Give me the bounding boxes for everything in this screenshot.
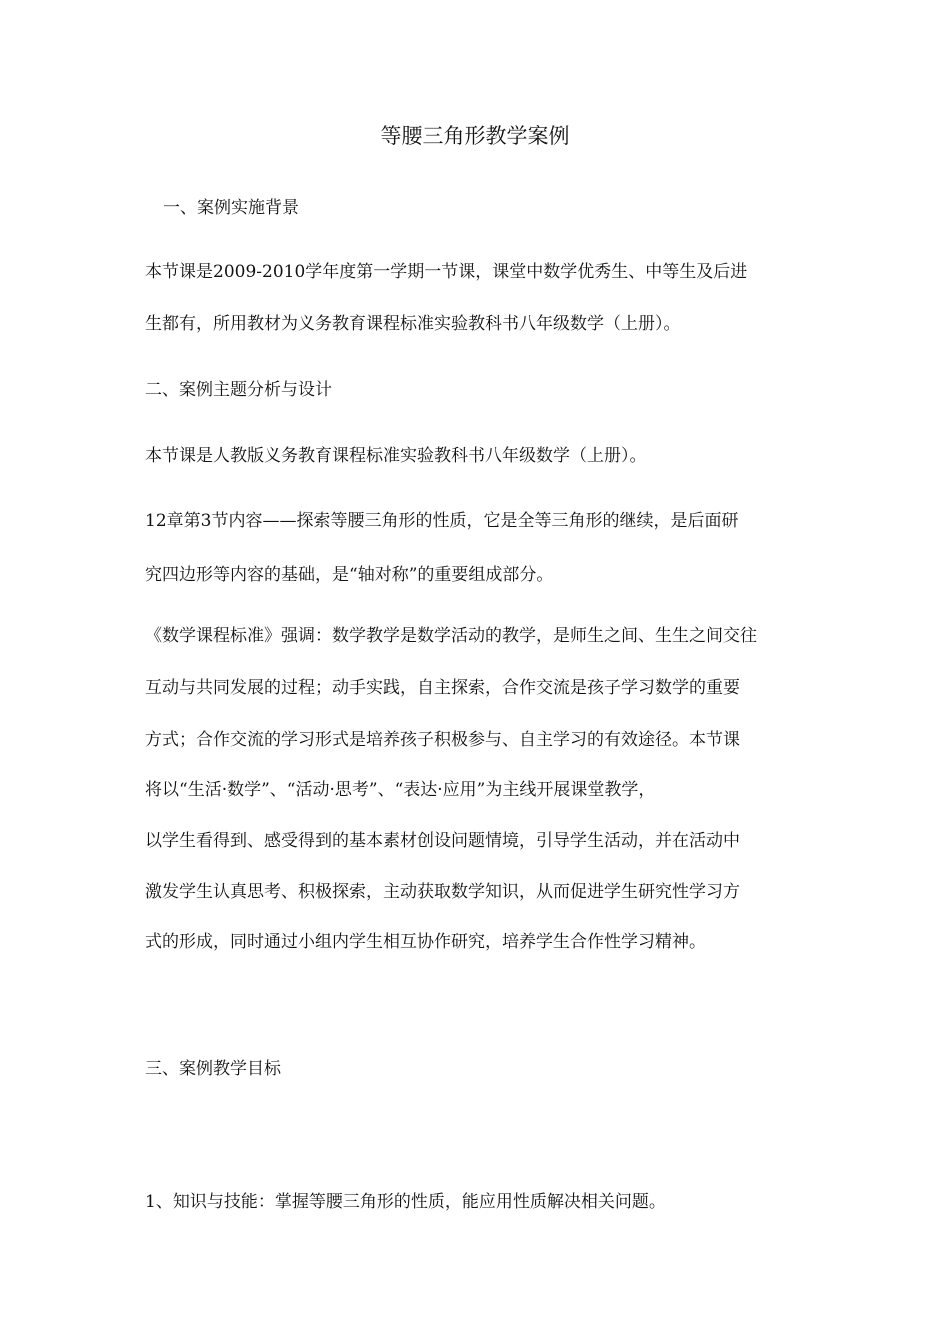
section3-heading: 三、案例教学目标 — [145, 1059, 281, 1079]
section3-item-1: 1、知识与技能：掌握等腰三角形的性质，能应用性质解决相关问题。 — [145, 1192, 666, 1212]
section2-para3-line-5: 以学生看得到、感受得到的基本素材创设问题情境，引导学生活动，并在活动中 — [145, 831, 740, 851]
section2-para2-line-2: 究四边形等内容的基础，是“轴对称”的重要组成部分。 — [145, 565, 554, 585]
section2-para3-line-4: 将以“生活·数学”、“活动·思考”、“表达·应用”为主线开展课堂教学， — [145, 780, 656, 800]
section2-para3-line-3: 方式；合作交流的学习形式是培养孩子积极参与、自主学习的有效途径。本节课 — [145, 730, 740, 750]
section2-para3-line-2: 互动与共同发展的过程；动手实践，自主探索，合作交流是孩子学习数学的重要 — [145, 678, 740, 698]
section2-para1: 本节课是人教版义务教育课程标准实验教科书八年级数学（上册）。 — [145, 446, 647, 466]
section1-line-2: 生都有，所用教材为义务教育课程标准实验教科书八年级数学（上册）。 — [145, 314, 681, 334]
section2-para3-line-1: 《数学课程标准》强调：数学教学是数学活动的教学，是师生之间、生生之间交往 — [145, 626, 757, 646]
section2-para2-line-1: 12章第3节内容——探索等腰三角形的性质，它是全等三角形的继续，是后面研 — [145, 511, 739, 531]
section1-heading: 一、案例实施背景 — [163, 198, 299, 218]
document-title: 等腰三角形教学案例 — [380, 124, 570, 148]
section1-line-1: 本节课是2009-2010学年度第一学期一节课，课堂中数学优秀生、中等生及后进 — [145, 262, 748, 282]
section2-para3-line-6: 激发学生认真思考、积极探索，主动获取数学知识，从而促进学生研究性学习方 — [145, 882, 740, 902]
section2-heading: 二、案例主题分析与设计 — [145, 380, 332, 400]
section2-para3-line-7: 式的形成，同时通过小组内学生相互协作研究，培养学生合作性学习精神。 — [145, 932, 706, 952]
